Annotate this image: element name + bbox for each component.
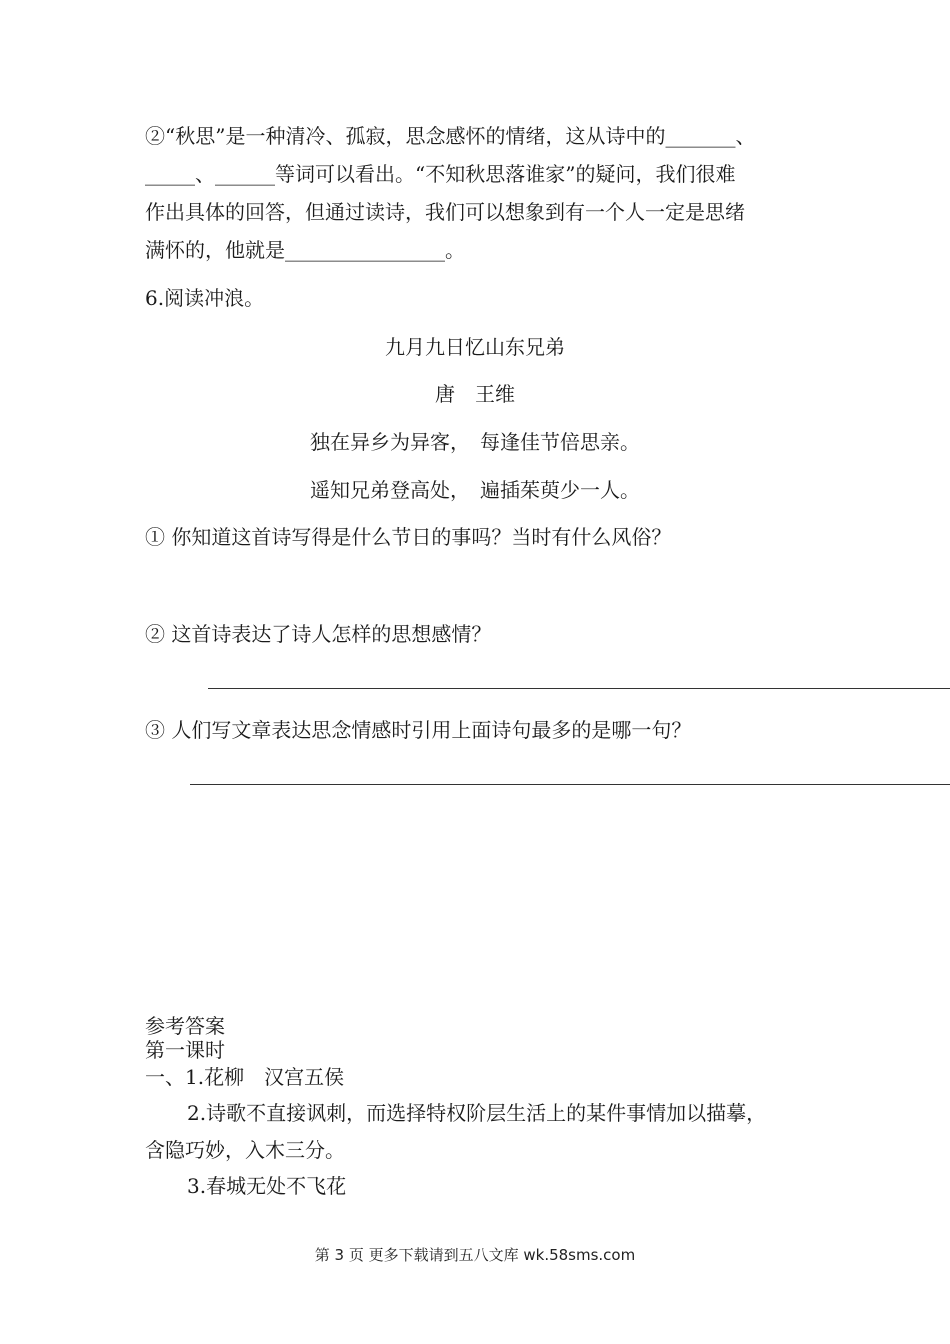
q5-line-2: _____、______等词可以看出。“不知秋思落谁家”的疑问，我们很难: [145, 162, 736, 186]
answer-line-3: [190, 784, 950, 785]
sub-question-3: ③ 人们写文章表达思念情感时引用上面诗句最多的是哪一句？: [145, 718, 692, 742]
q6-heading: 6.阅读冲浪。: [145, 286, 265, 310]
poem-verse-2: 遥知兄弟登高处， 遍插茱萸少一人。: [310, 478, 640, 502]
lesson-heading: 第一课时: [145, 1038, 225, 1062]
poem-verse-1: 独在异乡为异客， 每逢佳节倍思亲。: [310, 430, 640, 454]
answer-3: 3.春城无处不飞花: [187, 1174, 347, 1198]
sub-question-2: ② 这首诗表达了诗人怎样的思想感情？: [145, 622, 492, 646]
poem-title: 九月九日忆山东兄弟: [385, 335, 565, 359]
answer-line-2: [208, 688, 950, 689]
answer-1: 一、1.花柳 汉宫五侯: [145, 1065, 345, 1089]
q5-line-1: ②“秋思”是一种清冷、孤寂，思念感怀的情绪，这从诗中的_______、: [145, 124, 756, 148]
answers-heading: 参考答案: [145, 1014, 225, 1038]
q5-line-3: 作出具体的回答，但通过读诗，我们可以想象到有一个人一定是思绪: [145, 200, 745, 224]
q5-line-4: 满怀的，他就是________________。: [145, 238, 465, 262]
page-footer: 第 3 页 更多下载请到五八文库 wk.58sms.com: [314, 1246, 636, 1264]
answer-2-line-2: 含隐巧妙，入木三分。: [145, 1138, 345, 1162]
answer-2-line-1: 2.诗歌不直接讽刺，而选择特权阶层生活上的某件事情加以描摹，: [187, 1101, 767, 1125]
sub-question-1: ① 你知道这首诗写得是什么节日的事吗？当时有什么风俗？: [145, 525, 672, 549]
poem-author: 唐 王维: [435, 382, 515, 406]
